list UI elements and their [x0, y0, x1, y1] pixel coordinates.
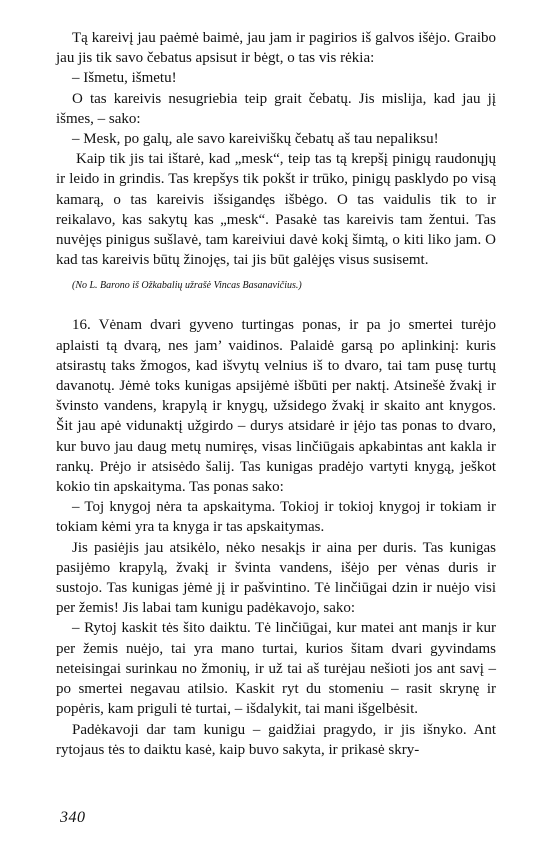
paragraph: Tą kareivį jau paėmė baimė, jau jam ir pagirios iš galvos išėjo. Graibo jau jis tik savo čebatus apsisut ir bėgt, o tas vis rėkia:	[56, 30, 496, 67]
paragraph: Padėkavoji dar tam kunigu – gaidžiai pragydo, ir jis išnyko. Ant rytojaus tės to daiktu kasė, kaip buvo sakyta, ir prikasė skry-	[56, 721, 496, 758]
paragraph: O tas kareivis nesugriebia teip grait čebatų. Jis mislija, kad jau jį išmes, – sako:	[56, 90, 496, 127]
paragraph: Kaip tik jis tai ištarė, kad „mesk“, teip tas tą krepšį pinigų raudonųjų ir leido in grindis. Tas krepšys tik pokšt ir trūko, pinigų pasklydo po visą kamarą, o tas kareivis išsigandęs išbėgo. O tas vaidulis tik to ir reikalavo, kas sakytų kas „mesk“. Pasakė tas kareivis tam žentui. Tas nuvėjęs pinigus sušlavė, tam kareiviui davė kokį šimtą, o kiti liko jam. O kad tas kareivis būtų žinojęs, tai jis būt galėjęs visus susisemt.	[56, 151, 496, 269]
dialogue-line: – Išmetu, išmetu!	[72, 70, 177, 87]
page-text	[56, 28, 496, 760]
dialogue-line: – Rytoj kaskit tės šito daiktu. Tė linčiūgai, kur matei ant manįs ir kur per žemis nuėjo, tai yra mano turtai, kurios šitam dvari gyvindams neteisingai surinkau no žmonių, ir už tai aš turėjau nešioti jos ant savį – po smertei negavau atilsio. Kaskit ryt du stomeniu – rasit skrynę ir popėris, kam priguli tė turtai, – išdalykit, tai mani išgelbėsit.	[56, 620, 496, 718]
page-number: 340	[60, 809, 86, 826]
dialogue-line: – Mesk, po galų, ale savo kareiviškų čebatų aš tau nepaliksu!	[72, 131, 439, 148]
paragraph: Jis pasiėjis jau atsikėlo, nėko nesakįs ir aina per duris. Tas kunigas pasijėmo krapylą, žvakį ir švinta vandens, išėjo per vėnas duris ir sustojo. Tas kunigas jėmė jį ir pašvintino. Tė linčiūgai dzin ir nuėjo visi per žemis! Jis labai tam kunigu padėkavojo, sako:	[56, 539, 496, 617]
story-paragraph: 16. Vėnam dvari gyveno turtingas ponas, ir pa jo smertei turėjo aplaisti tą dvarą, nes jam’ vaidinos. Palaidė garsą po aplinkinį: kuris atsirastų taks žmogos, kad išvytų velnius iš to dvaro, tai tam pusę turtų davanotų. Jėmė toks kunigas apsijėmė išbūti per naktį. Atsinešė žvakį ir švinsto vandens, krapylą ir knygų, užsidego žvakį ir skaito ant knygos. Šit jau apė vidunaktį užgirdo – durys atsidarė ir įėjo tas ponas to dvaro, kur buvo jau daug metų numiręs, visas linčiūgais apkabintas ant kakla ir rankų. Prėjo ir atsisėdo šalij. Tas kunigas pradėjo vartyti knygą, ješkot kokio tin apskaityma. Tas ponas sako:	[56, 317, 496, 496]
dialogue-line: – Toj knygoj nėra ta apskaityma. Tokioj ir tokioj knygoj ir tokiam ir tokiam kėmi yra ta knyga ir tas apskaitymas.	[56, 499, 496, 536]
source-note: (No L. Barono iš Ožkabalių užrašė Vincas Basanavičius.)	[72, 280, 302, 292]
